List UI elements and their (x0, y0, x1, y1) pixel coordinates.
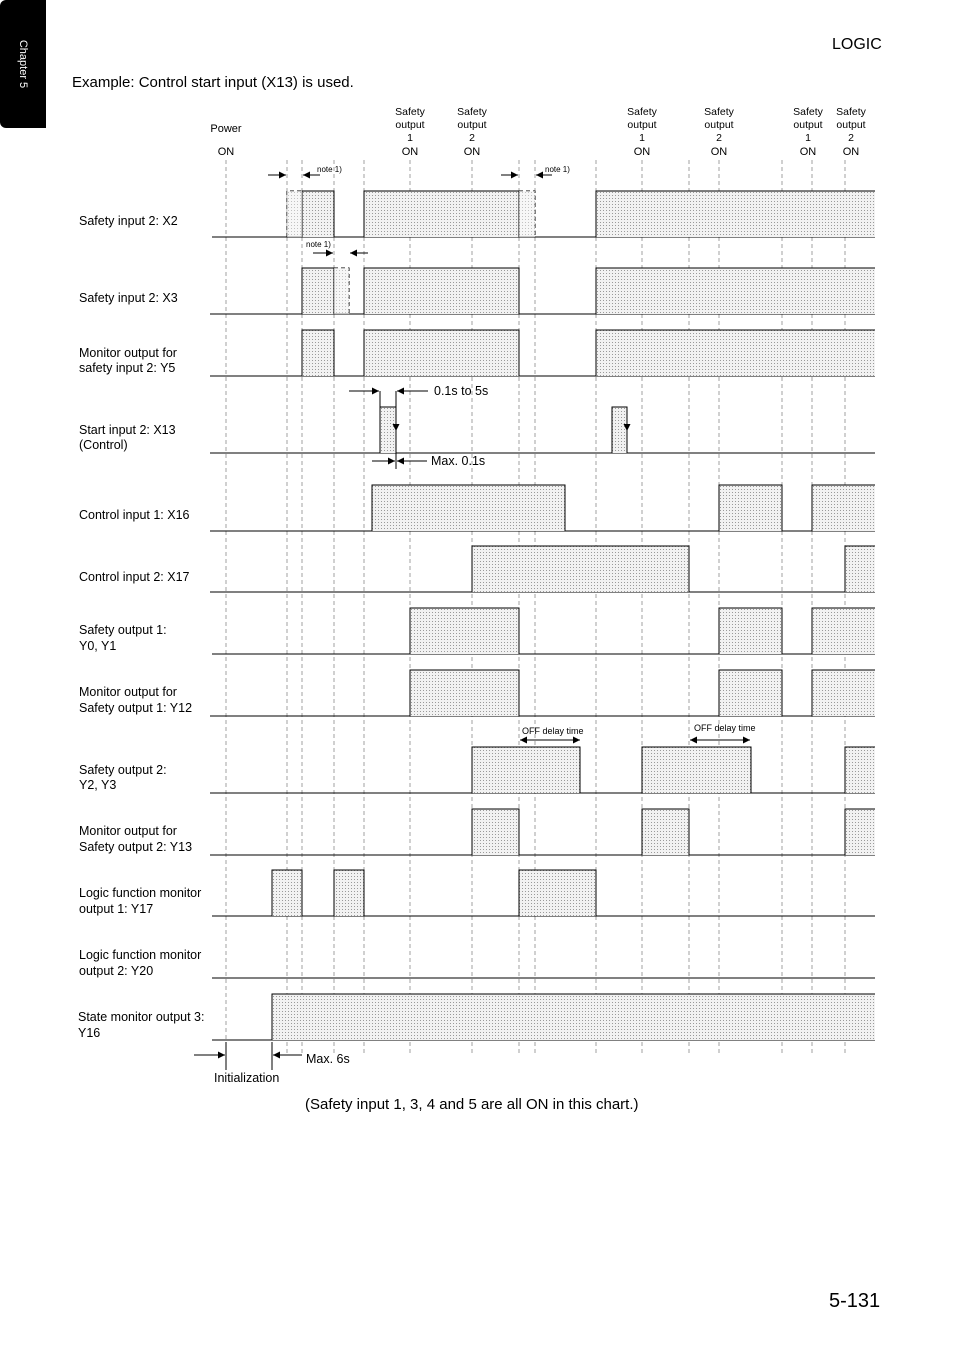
pulse-fill (519, 870, 596, 916)
event-header-text: ON (842, 146, 860, 158)
signal-label: Safety output 2: (79, 763, 167, 777)
event-header-text: output (457, 119, 487, 131)
event-header-text: 2 (469, 132, 475, 144)
max-init-label: Max. 6s (306, 1052, 350, 1066)
signal-label: State monitor output 3: (78, 1010, 205, 1024)
off-delay-label: OFF delay time (694, 723, 756, 733)
signal-label: output 1: Y17 (79, 902, 154, 916)
pulse-fill (364, 191, 519, 237)
signal-label: Monitor output for (79, 685, 177, 699)
event-header-text: Safety (395, 106, 425, 118)
signal-label: Logic function monitor (79, 948, 202, 962)
signal-label: Logic function monitor (79, 886, 202, 900)
pulse-discrepancy-fill (287, 191, 302, 237)
signal-label: Control input 1: X16 (79, 508, 190, 522)
signal-label: safety input 2: Y5 (79, 361, 176, 375)
chapter-tab-label: Chapter 5 (17, 39, 29, 89)
pulse-fill (272, 870, 302, 916)
pulse-fill (364, 268, 519, 314)
pulse-fill (719, 485, 782, 531)
pulse-fill (380, 407, 396, 453)
pulse-fill (272, 994, 875, 1040)
note-label: note 1) (545, 165, 570, 174)
pulse-fill (410, 608, 519, 654)
initialization-label: Initialization (214, 1071, 280, 1085)
signal-label: Start input 2: X13 (79, 423, 176, 437)
pulse-fill (334, 870, 364, 916)
event-header-text: 2 (848, 132, 854, 144)
pulse-fill (410, 670, 519, 716)
event-headers (210, 106, 866, 158)
pulse-fill (596, 330, 875, 376)
event-header-text: 2 (716, 132, 722, 144)
event-header-text: Safety (836, 106, 866, 118)
signal-label: output 2: Y20 (79, 964, 154, 978)
pulse-fill (812, 485, 875, 531)
pulse-discrepancy-fill (519, 191, 535, 237)
event-header-text: output (627, 119, 657, 131)
event-header-text: ON (463, 146, 481, 158)
pulse-fill (845, 546, 875, 592)
event-header-text: output (836, 119, 866, 131)
signal-label: Monitor output for (79, 824, 177, 838)
signal-label: Safety output 1: (79, 623, 167, 637)
signal-label: Control input 2: X17 (79, 570, 190, 584)
event-header-text: ON (710, 146, 728, 158)
pulse-fill (719, 608, 782, 654)
event-header-text: 1 (407, 132, 413, 144)
event-header-power-label: Power (210, 123, 242, 135)
pulse-fill (642, 809, 689, 855)
pulse-fill (642, 747, 751, 793)
signal-labels (78, 214, 204, 1040)
off-delay-label: OFF delay time (522, 726, 584, 736)
signal-label: Y16 (78, 1026, 101, 1040)
example-caption: Example: Control start input (X13) is used. (72, 74, 354, 91)
signal-label: Monitor output for (79, 346, 177, 360)
event-header-text: Safety (457, 106, 487, 118)
note-label: note 1) (317, 165, 342, 174)
signal-label: (Control) (79, 438, 128, 452)
signal-pulses (272, 191, 875, 1040)
event-header-text: ON (401, 146, 419, 158)
event-header-text: Safety (793, 106, 823, 118)
pulse-fill (472, 747, 580, 793)
event-header-power-on: ON (217, 146, 235, 158)
event-header-text: output (793, 119, 823, 131)
event-header-text: ON (633, 146, 651, 158)
pulse-fill (612, 407, 627, 453)
event-header-text: ON (799, 146, 817, 158)
event-header-text: Safety (704, 106, 734, 118)
event-header-text: 1 (639, 132, 645, 144)
chart-footnote: (Safety input 1, 3, 4 and 5 are all ON in this chart.) (305, 1096, 639, 1113)
pulse-fill (596, 268, 875, 314)
pulse-fill (302, 191, 334, 237)
page-number: 5-131 (829, 1290, 881, 1312)
pulse-fill (596, 191, 875, 237)
pulse-discrepancy-fill (334, 268, 349, 314)
signal-label: Y0, Y1 (79, 639, 117, 653)
event-header-text: Safety (627, 106, 657, 118)
event-header-text: output (704, 119, 734, 131)
pulse-width-label: 0.1s to 5s (434, 384, 489, 398)
signal-label: Safety output 1: Y12 (79, 701, 193, 715)
pulse-fill (302, 330, 334, 376)
pulse-fill (845, 747, 875, 793)
pulse-fill (302, 268, 334, 314)
pulse-fill (472, 546, 689, 592)
signal-label: Y2, Y3 (79, 778, 117, 792)
note-label: note 1) (306, 240, 331, 249)
signal-label: Safety input 2: X2 (79, 214, 178, 228)
pulse-fill (472, 809, 519, 855)
pulse-fill (812, 608, 875, 654)
pulse-fill (812, 670, 875, 716)
pulse-fill (364, 330, 519, 376)
pulse-fill (845, 809, 875, 855)
event-header-text: 1 (805, 132, 811, 144)
signal-label: Safety input 2: X3 (79, 291, 178, 305)
event-header-text: output (395, 119, 425, 131)
pulse-fill (372, 485, 565, 531)
pulse-fill (719, 670, 782, 716)
max-delay-label: Max. 0.1s (431, 454, 486, 468)
signal-label: Safety output 2: Y13 (79, 840, 193, 854)
section-title: LOGIC (832, 36, 882, 53)
